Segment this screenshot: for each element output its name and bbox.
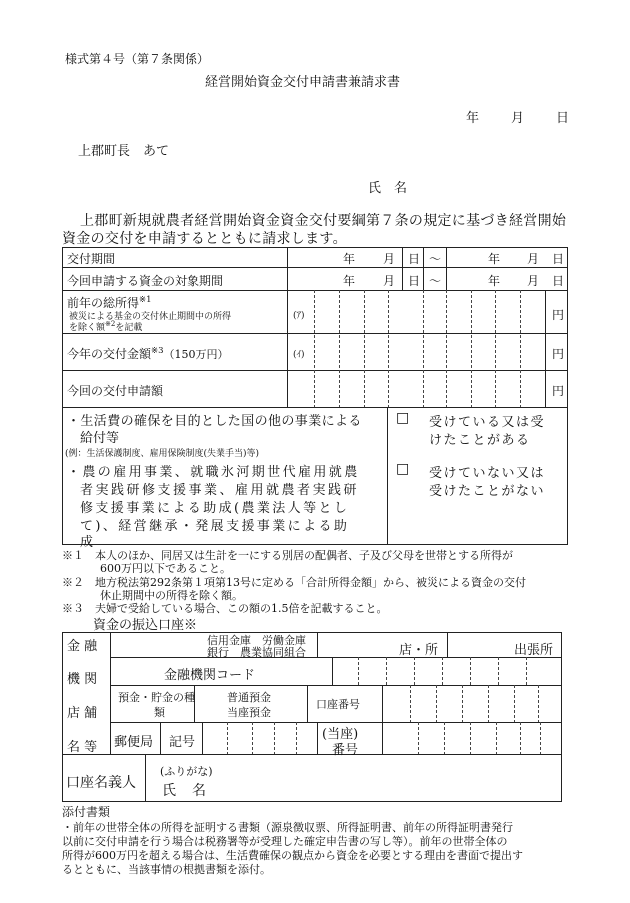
- meito-label: 名 等: [67, 740, 98, 755]
- bank-code-label: 金融機関コード: [164, 668, 256, 683]
- holder-label: 口座名義人: [66, 775, 136, 791]
- period-end-year[interactable]: 年: [488, 252, 501, 266]
- deposit-kinds-line-1[interactable]: 普通預金: [227, 691, 271, 704]
- period-end-day[interactable]: 日: [552, 252, 565, 266]
- bank-types-line-1: 信用金庫 労働金庫: [207, 634, 306, 647]
- target-end-day[interactable]: 日: [552, 274, 565, 288]
- kin-label: 金 融: [67, 639, 98, 654]
- deposit-type-line-2: 類: [154, 706, 165, 719]
- attachments-line-1: ・前年の世帯全体の所得を証明する書類（源泉徴収票、所得証明書、前年の所得証明書発行: [62, 821, 513, 834]
- note-2-line-1: ※２ 地方税法第292条第１項第13号に定める「合計所得金額」から、被災による資金の交付: [62, 576, 526, 589]
- option-received-line-2: けたことがある: [429, 433, 531, 448]
- tozano-line-1: (当座): [322, 727, 359, 742]
- date-day-label: 日: [556, 111, 570, 126]
- sub-branch-label: 出張所: [514, 643, 554, 658]
- benefit-example: (例：生活保護制度、雇用保険制度(失業手当)等): [65, 449, 260, 459]
- date-year-label: 年: [466, 111, 480, 126]
- applicant-name-label: 氏 名: [368, 181, 408, 196]
- target-start-month[interactable]: 月: [383, 274, 396, 288]
- option-not-received-line-1: 受けていない又は: [429, 466, 546, 481]
- post-office-label: 郵便局: [114, 735, 154, 750]
- note-1-line-1: ※１ 本人のほか、同居又は生計を一にする別居の配偶者、子及び父母を世帯とする所得が: [62, 549, 513, 562]
- tenpo-label: 店 舗: [67, 706, 98, 721]
- target-end-month[interactable]: 月: [527, 274, 540, 288]
- income-yen: 円: [552, 308, 565, 322]
- request-label: 今回の交付申請額: [67, 384, 164, 398]
- bank-account-table: [62, 632, 562, 802]
- bank-section-title: 資金の振込口座※: [93, 618, 198, 633]
- benefit-2-line-3: 修支援事業による助成(農業法人等とし: [80, 501, 350, 516]
- income-label: 前年の総所得$^{※1}$: [67, 295, 152, 310]
- target-tilde: ～: [429, 274, 442, 288]
- benefit-2-line-5: 成: [80, 535, 94, 550]
- deposit-type-line-1: 預金・貯金の種: [118, 691, 195, 704]
- attachments-line-2: 以前に交付申請を行う場合は税務署等が受理した確定申告書の写し等）。前年の世帯全体の: [62, 835, 508, 848]
- form-number: 様式第４号（第７条関係）: [65, 52, 210, 66]
- benefit-2-line-4: て)、経営継承・発展支援事業による助: [80, 519, 350, 534]
- income-sub-2: を除く額$^{※2}$を記載: [69, 320, 143, 333]
- note-1-line-2: 600万円以下であること。: [100, 562, 231, 575]
- period-start-year[interactable]: 年: [343, 252, 356, 266]
- period-end-month[interactable]: 月: [527, 252, 540, 266]
- kikan-label: 機 関: [67, 672, 98, 687]
- attachments-title: 添付書類: [62, 805, 111, 819]
- date-month-label: 月: [511, 111, 525, 126]
- attachments-line-4: るとともに、当該事情の根拠書類を添付。: [62, 863, 271, 876]
- period-label: 交付期間: [67, 252, 116, 266]
- period-tilde: ～: [429, 252, 442, 266]
- intro-line-1: 上郡町新規就農者経営開始資金資金交付要綱第７条の規定に基づき経営開始: [80, 213, 567, 229]
- symbol-label: 記号: [169, 735, 196, 750]
- checkbox-not-received[interactable]: □: [396, 461, 410, 477]
- benefit-2-line-1: ・農の雇用事業、就職氷河期世代雇用就農: [67, 465, 360, 480]
- account-no-label: 口座番号: [316, 698, 360, 711]
- target-start-day[interactable]: 日: [408, 274, 421, 288]
- note-2-line-2: 休止期間中の所得を除く額。: [100, 589, 243, 602]
- option-not-received-line-2: 受けたことがない: [429, 484, 546, 499]
- benefit-2-line-2: 者実践研修支援事業、雇用就農者実践研: [80, 483, 360, 498]
- bank-types-line-2: 銀行 農業協同組合: [207, 646, 306, 659]
- intro-line-2: 資金の交付を申請するとともに請求します。: [62, 231, 347, 247]
- request-yen: 円: [552, 384, 565, 398]
- addressee: 上郡町長 あて: [78, 144, 170, 159]
- target-end-year[interactable]: 年: [488, 274, 501, 288]
- checkbox-received[interactable]: □: [396, 410, 410, 426]
- target-period-label: 今回申請する資金の対象期間: [67, 274, 224, 288]
- period-start-day[interactable]: 日: [408, 252, 421, 266]
- benefit-1-line-2: 給付等: [80, 431, 120, 446]
- note-3: ※３ 夫婦で受給している場合、この額の1.5倍を記載すること。: [62, 602, 388, 615]
- branch-label: 店・所: [399, 643, 439, 658]
- period-start-month[interactable]: 月: [383, 252, 396, 266]
- grant-yen: 円: [552, 347, 565, 361]
- code-i: (ｲ): [293, 350, 305, 360]
- tozano-line-2: 番号: [332, 743, 359, 758]
- target-start-year[interactable]: 年: [343, 274, 356, 288]
- code-a: (ｱ): [293, 311, 305, 321]
- application-table: [62, 247, 568, 550]
- grant-label: 今年の交付金額$^{※3}$（150万円）: [67, 346, 229, 361]
- benefit-1-line-1: ・生活費の確保を目的とした国の他の事業による: [67, 414, 362, 429]
- deposit-kinds-line-2[interactable]: 当座預金: [227, 706, 271, 719]
- holder-name-label: 氏 名: [162, 783, 207, 799]
- option-received-line-1: 受けている又は受: [429, 415, 546, 430]
- furigana-label: (ふりがな): [160, 765, 213, 778]
- attachments-line-3: 所得が600万円を超える場合は、生活費確保の観点から資金を必要とする理由を書面で提出す: [62, 849, 523, 862]
- form-title: 経営開始資金交付申請書兼請求書: [205, 75, 401, 90]
- bank-table-grid: [62, 632, 562, 802]
- income-sub-1: 被災による基金の交付休止期間中の所得: [69, 312, 232, 322]
